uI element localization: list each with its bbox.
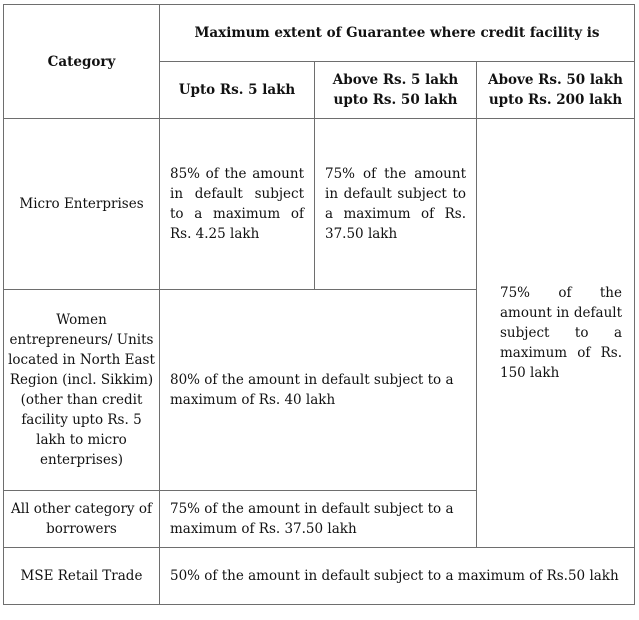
table-row bbox=[4, 119, 635, 290]
cell-micro-upto-5: 85% of the amount in default subject to a maximum of Rs. 4.25 lakh bbox=[160, 119, 315, 290]
category-all-other-borrowers: All other category of borrowers bbox=[4, 491, 160, 548]
header-50-to-200-lakh: Above Rs. 50 lakh upto Rs. 200 lakh bbox=[477, 62, 635, 119]
guarantee-table bbox=[3, 4, 635, 605]
cell-50-to-200-merged: 75% of the amount in default subject to a maximum of Rs. 150 lakh bbox=[477, 119, 635, 548]
header-max-extent: Maximum extent of Guarantee where credit facility is bbox=[160, 5, 635, 62]
header-upto-5-lakh: Upto Rs. 5 lakh bbox=[160, 62, 315, 119]
cell-women-upto-50: 80% of the amount in default subject to a maximum of Rs. 40 lakh bbox=[160, 290, 477, 491]
header-category: Category bbox=[4, 5, 160, 119]
table-row bbox=[4, 548, 635, 605]
category-micro-enterprises: Micro Enterprises bbox=[4, 119, 160, 290]
category-women-ne-region: Women entrepreneurs/ Units located in North East Region (incl. Sikkim) (other than credit facility upto Rs. 5 lakh to micro enterprises) bbox=[4, 290, 160, 491]
cell-other-upto-50: 75% of the amount in default subject to a maximum of Rs. 37.50 lakh bbox=[160, 491, 477, 548]
header-row bbox=[4, 5, 635, 62]
cell-micro-5-to-50: 75% of the amount in default subject to a maximum of Rs. 37.50 lakh bbox=[315, 119, 477, 290]
category-mse-retail-trade: MSE Retail Trade bbox=[4, 548, 160, 605]
cell-retail-all: 50% of the amount in default subject to a maximum of Rs.50 lakh bbox=[160, 548, 635, 605]
header-5-to-50-lakh: Above Rs. 5 lakh upto Rs. 50 lakh bbox=[315, 62, 477, 119]
